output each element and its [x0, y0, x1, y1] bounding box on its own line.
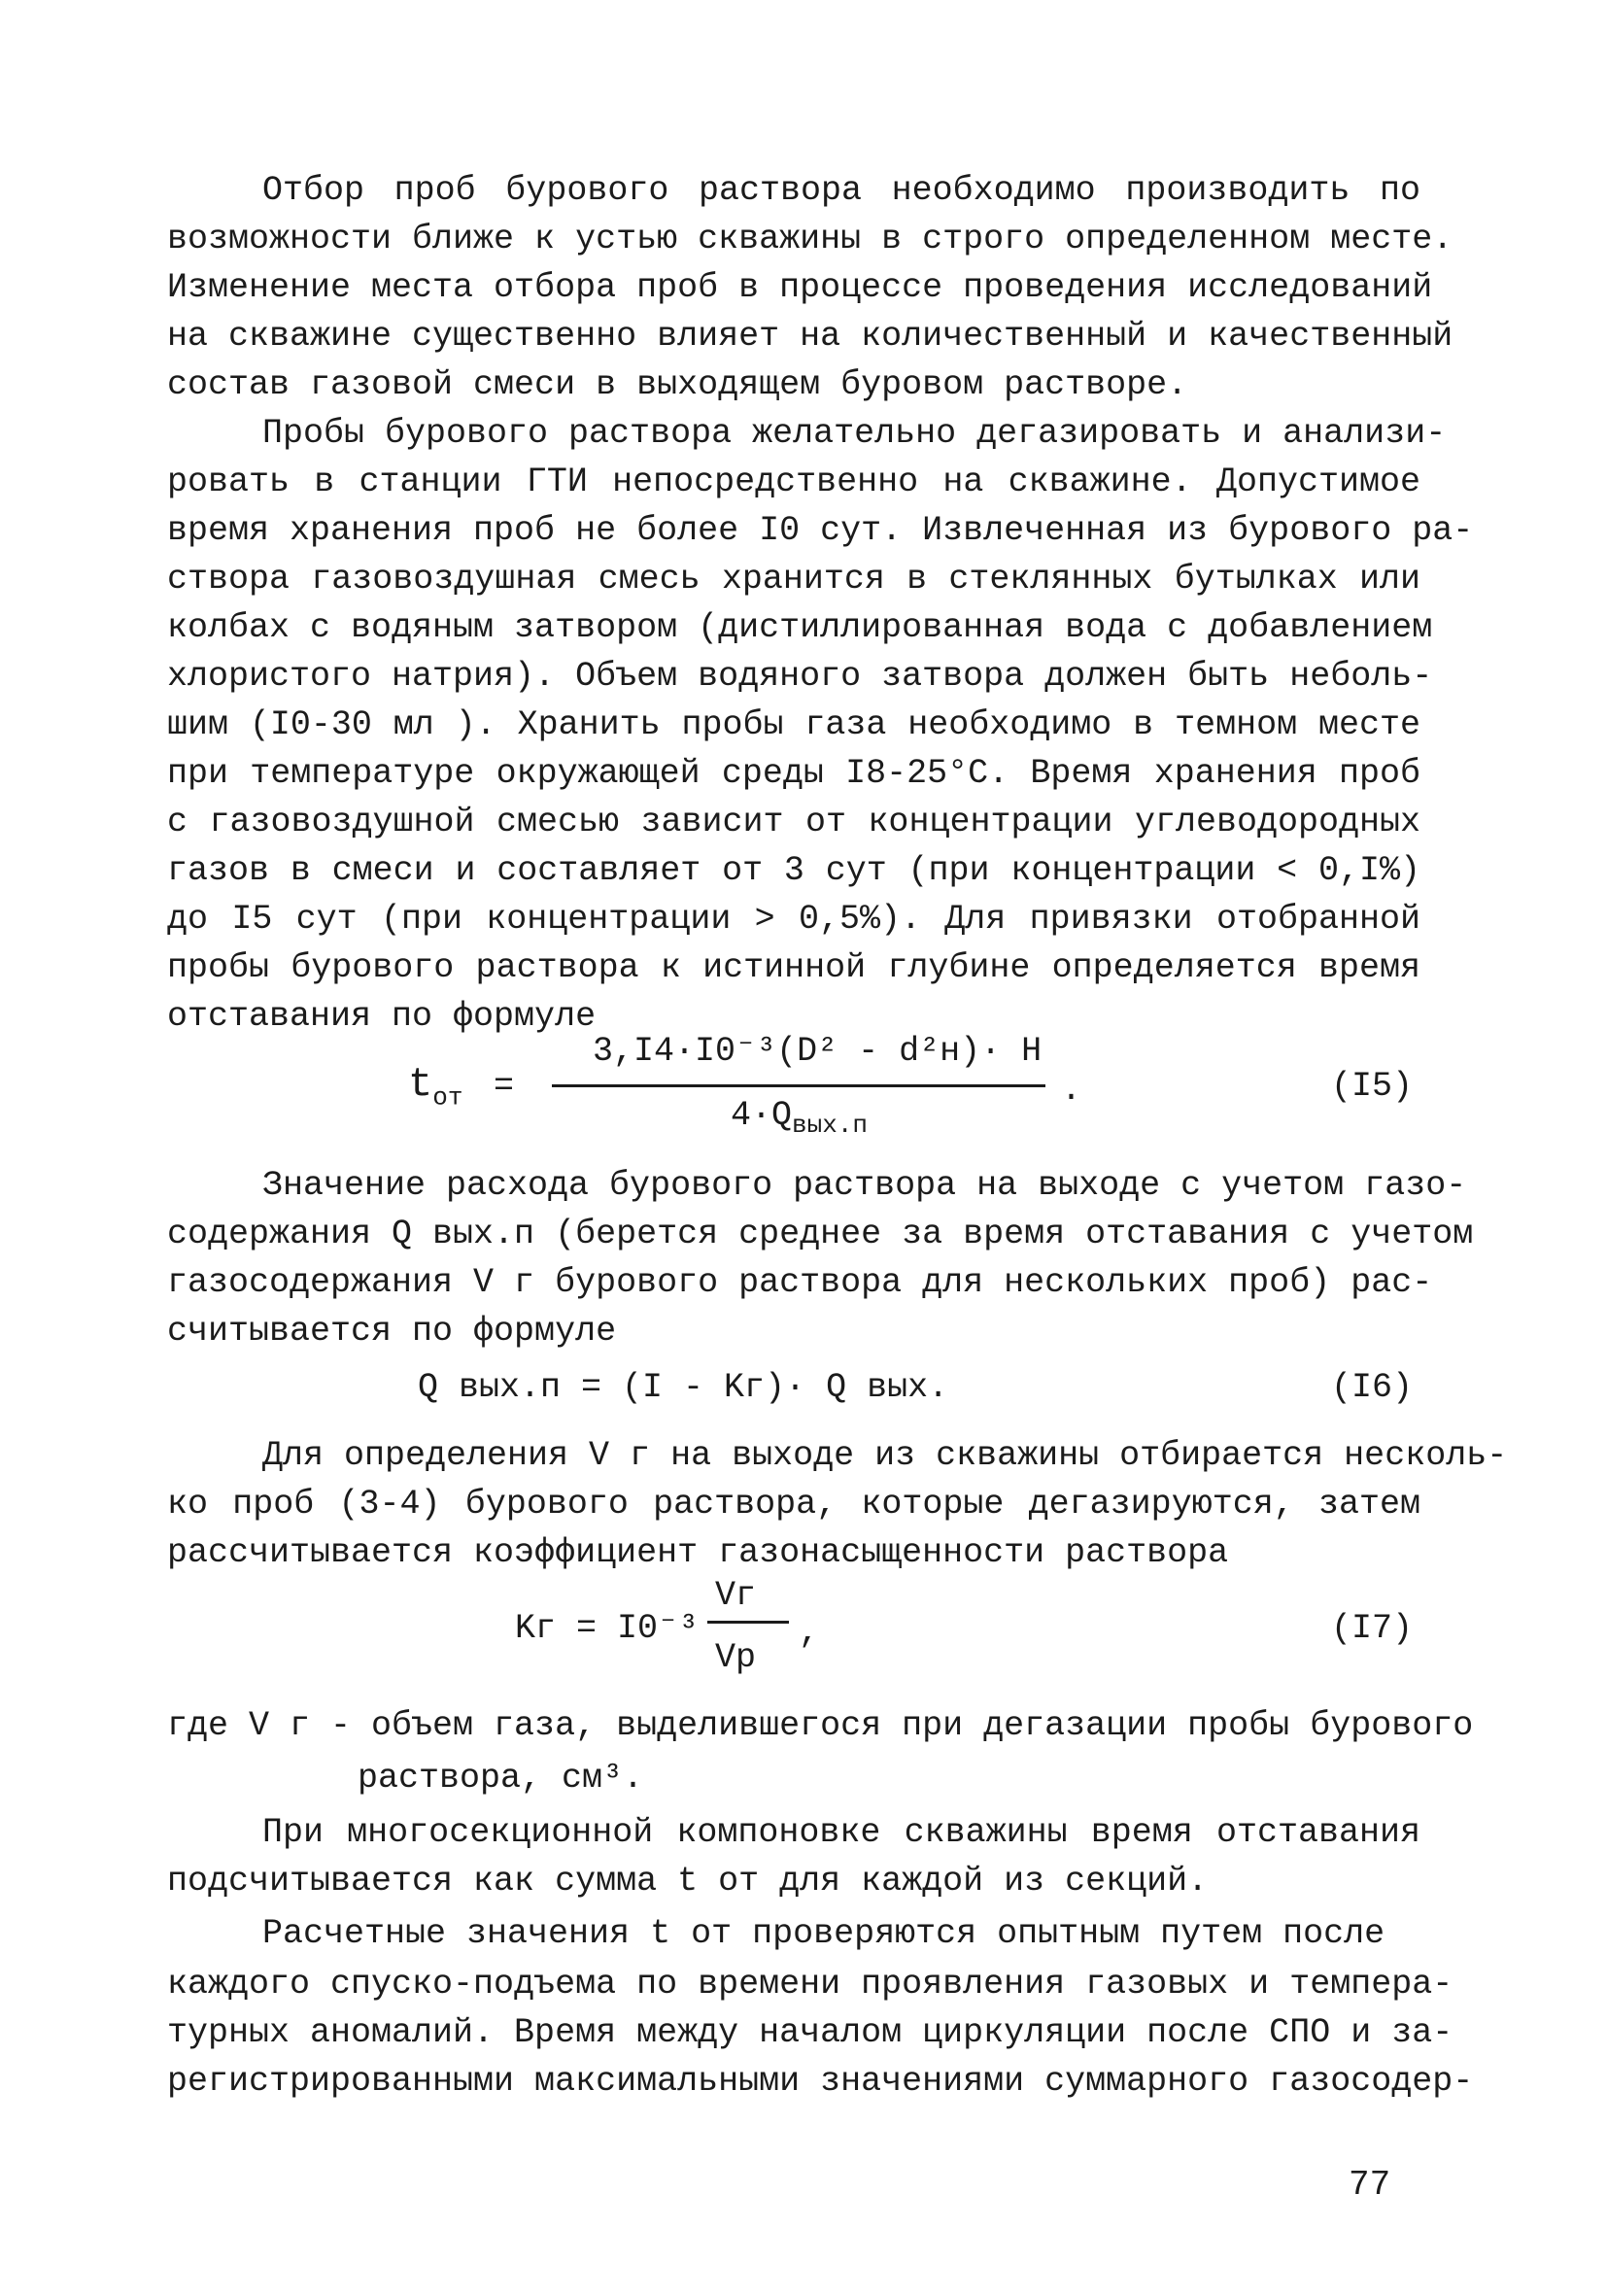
fraction-bar — [552, 1084, 1045, 1087]
text-line: состав газовой смеси в выходящем буровом растворе. — [167, 365, 1188, 404]
formula-denominator-main: 4·Q — [731, 1096, 793, 1135]
formula-subscript: вых.п — [792, 1111, 869, 1140]
text-line: Изменение места отбора проб в процессе проведения исследований — [167, 268, 1433, 307]
formula-number: (I6) — [1331, 1368, 1414, 1407]
text-line: газов в смеси и составляет от 3 сут (при концентрации < 0,I%) — [167, 851, 1420, 890]
formula-numerator: 3,I4·I0⁻³(D² - d²н)· H — [593, 1032, 1043, 1071]
formula-denominator — [731, 1092, 868, 1148]
text-line: с газовоздушной смесью зависит от концентрации углеводородных — [167, 803, 1420, 841]
formula-number: (I7) — [1331, 1609, 1414, 1648]
formula-symbol: t — [408, 1061, 433, 1108]
text-line: каждого спуско-подъема по времени проявления газовых и темпера- — [167, 1965, 1453, 2004]
formula-tail: , — [799, 1613, 820, 1652]
text-line: ко проб (3-4) бурового раствора, которые дегазируются, затем — [167, 1485, 1420, 1524]
text-line: время хранения проб не более I0 сут. Извлеченная из бурового ра- — [167, 511, 1474, 550]
text-line: шим (I0-30 мл ). Хранить пробы газа необходимо в темном месте — [167, 705, 1420, 744]
text-line: Значение расхода бурового раствора на выходе с учетом газо- — [262, 1166, 1467, 1205]
text-line: на скважине существенно влияет на количественный и качественный — [167, 317, 1453, 356]
text-line: Для определения V г на выходе из скважины отбирается несколь- — [262, 1436, 1508, 1475]
text-line: возможности ближе к устью скважины в строго определенном месте. — [167, 220, 1453, 258]
page-number: 77 — [1349, 2165, 1391, 2205]
text-line: раствора, см³. — [358, 1759, 644, 1798]
formula-denominator: Vр — [715, 1638, 757, 1677]
text-line: регистрированными максимальными значениями суммарного газосодер- — [167, 2062, 1474, 2101]
text-line: отставания по формуле — [167, 997, 597, 1036]
text-line: турных аномалий. Время между началом циркуляции после СПО и за- — [167, 2013, 1453, 2052]
text-line: При многосекционной компоновке скважины время отставания — [262, 1813, 1420, 1852]
formula-lhs: Kг = I0⁻³ — [515, 1609, 700, 1648]
text-line: рассчитывается коэффициент газонасыщенности раствора — [167, 1533, 1229, 1572]
text-line: ровать в станции ГТИ непосредственно на скважине. Допустимое — [167, 463, 1420, 501]
fraction-bar — [707, 1621, 789, 1624]
text-line: колбах с водяным затвором (дистиллированная вода с добавлением — [167, 608, 1433, 647]
text-line: считывается по формуле — [167, 1312, 617, 1351]
formula-equals: = — [494, 1067, 515, 1106]
formula-numerator: Vг — [715, 1576, 757, 1615]
text-line: содержания Q вых.п (берется среднее за время отставания с учетом — [167, 1215, 1474, 1253]
text-line: пробы бурового раствора к истинной глубине определяется время — [167, 948, 1420, 987]
text-line: газосодержания V г бурового раствора для нескольких проб) рас- — [167, 1263, 1433, 1302]
text-line: Пробы бурового раствора желательно дегазировать и анализи- — [262, 414, 1447, 453]
text-line: при температуре окружающей среды I8-25°C. Время хранения проб — [167, 754, 1420, 793]
formula-tail: . — [1061, 1071, 1082, 1110]
formula-subscript: от — [432, 1082, 463, 1113]
text-line: до I5 сут (при концентрации > 0,5%). Для привязки отобранной — [167, 900, 1420, 939]
text-line: хлористого натрия). Объем водяного затвора должен быть неболь- — [167, 657, 1433, 696]
text-line: Отбор проб бурового раствора необходимо производить по — [262, 171, 1420, 210]
text-line: подсчитывается как сумма t от для каждой из секций. — [167, 1862, 1209, 1901]
formula-16: Q вых.п = (I - Kг)· Q вых. — [418, 1368, 949, 1407]
text-line: где V г - объем газа, выделившегося при дегазации пробы бурового — [167, 1706, 1474, 1745]
formula-number: (I5) — [1331, 1067, 1414, 1106]
text-line: Расчетные значения t от проверяются опытным путем после — [262, 1914, 1385, 1953]
text-line: створа газовоздушная смесь хранится в стеклянных бутылках или — [167, 560, 1420, 599]
formula-lhs — [408, 1061, 462, 1120]
